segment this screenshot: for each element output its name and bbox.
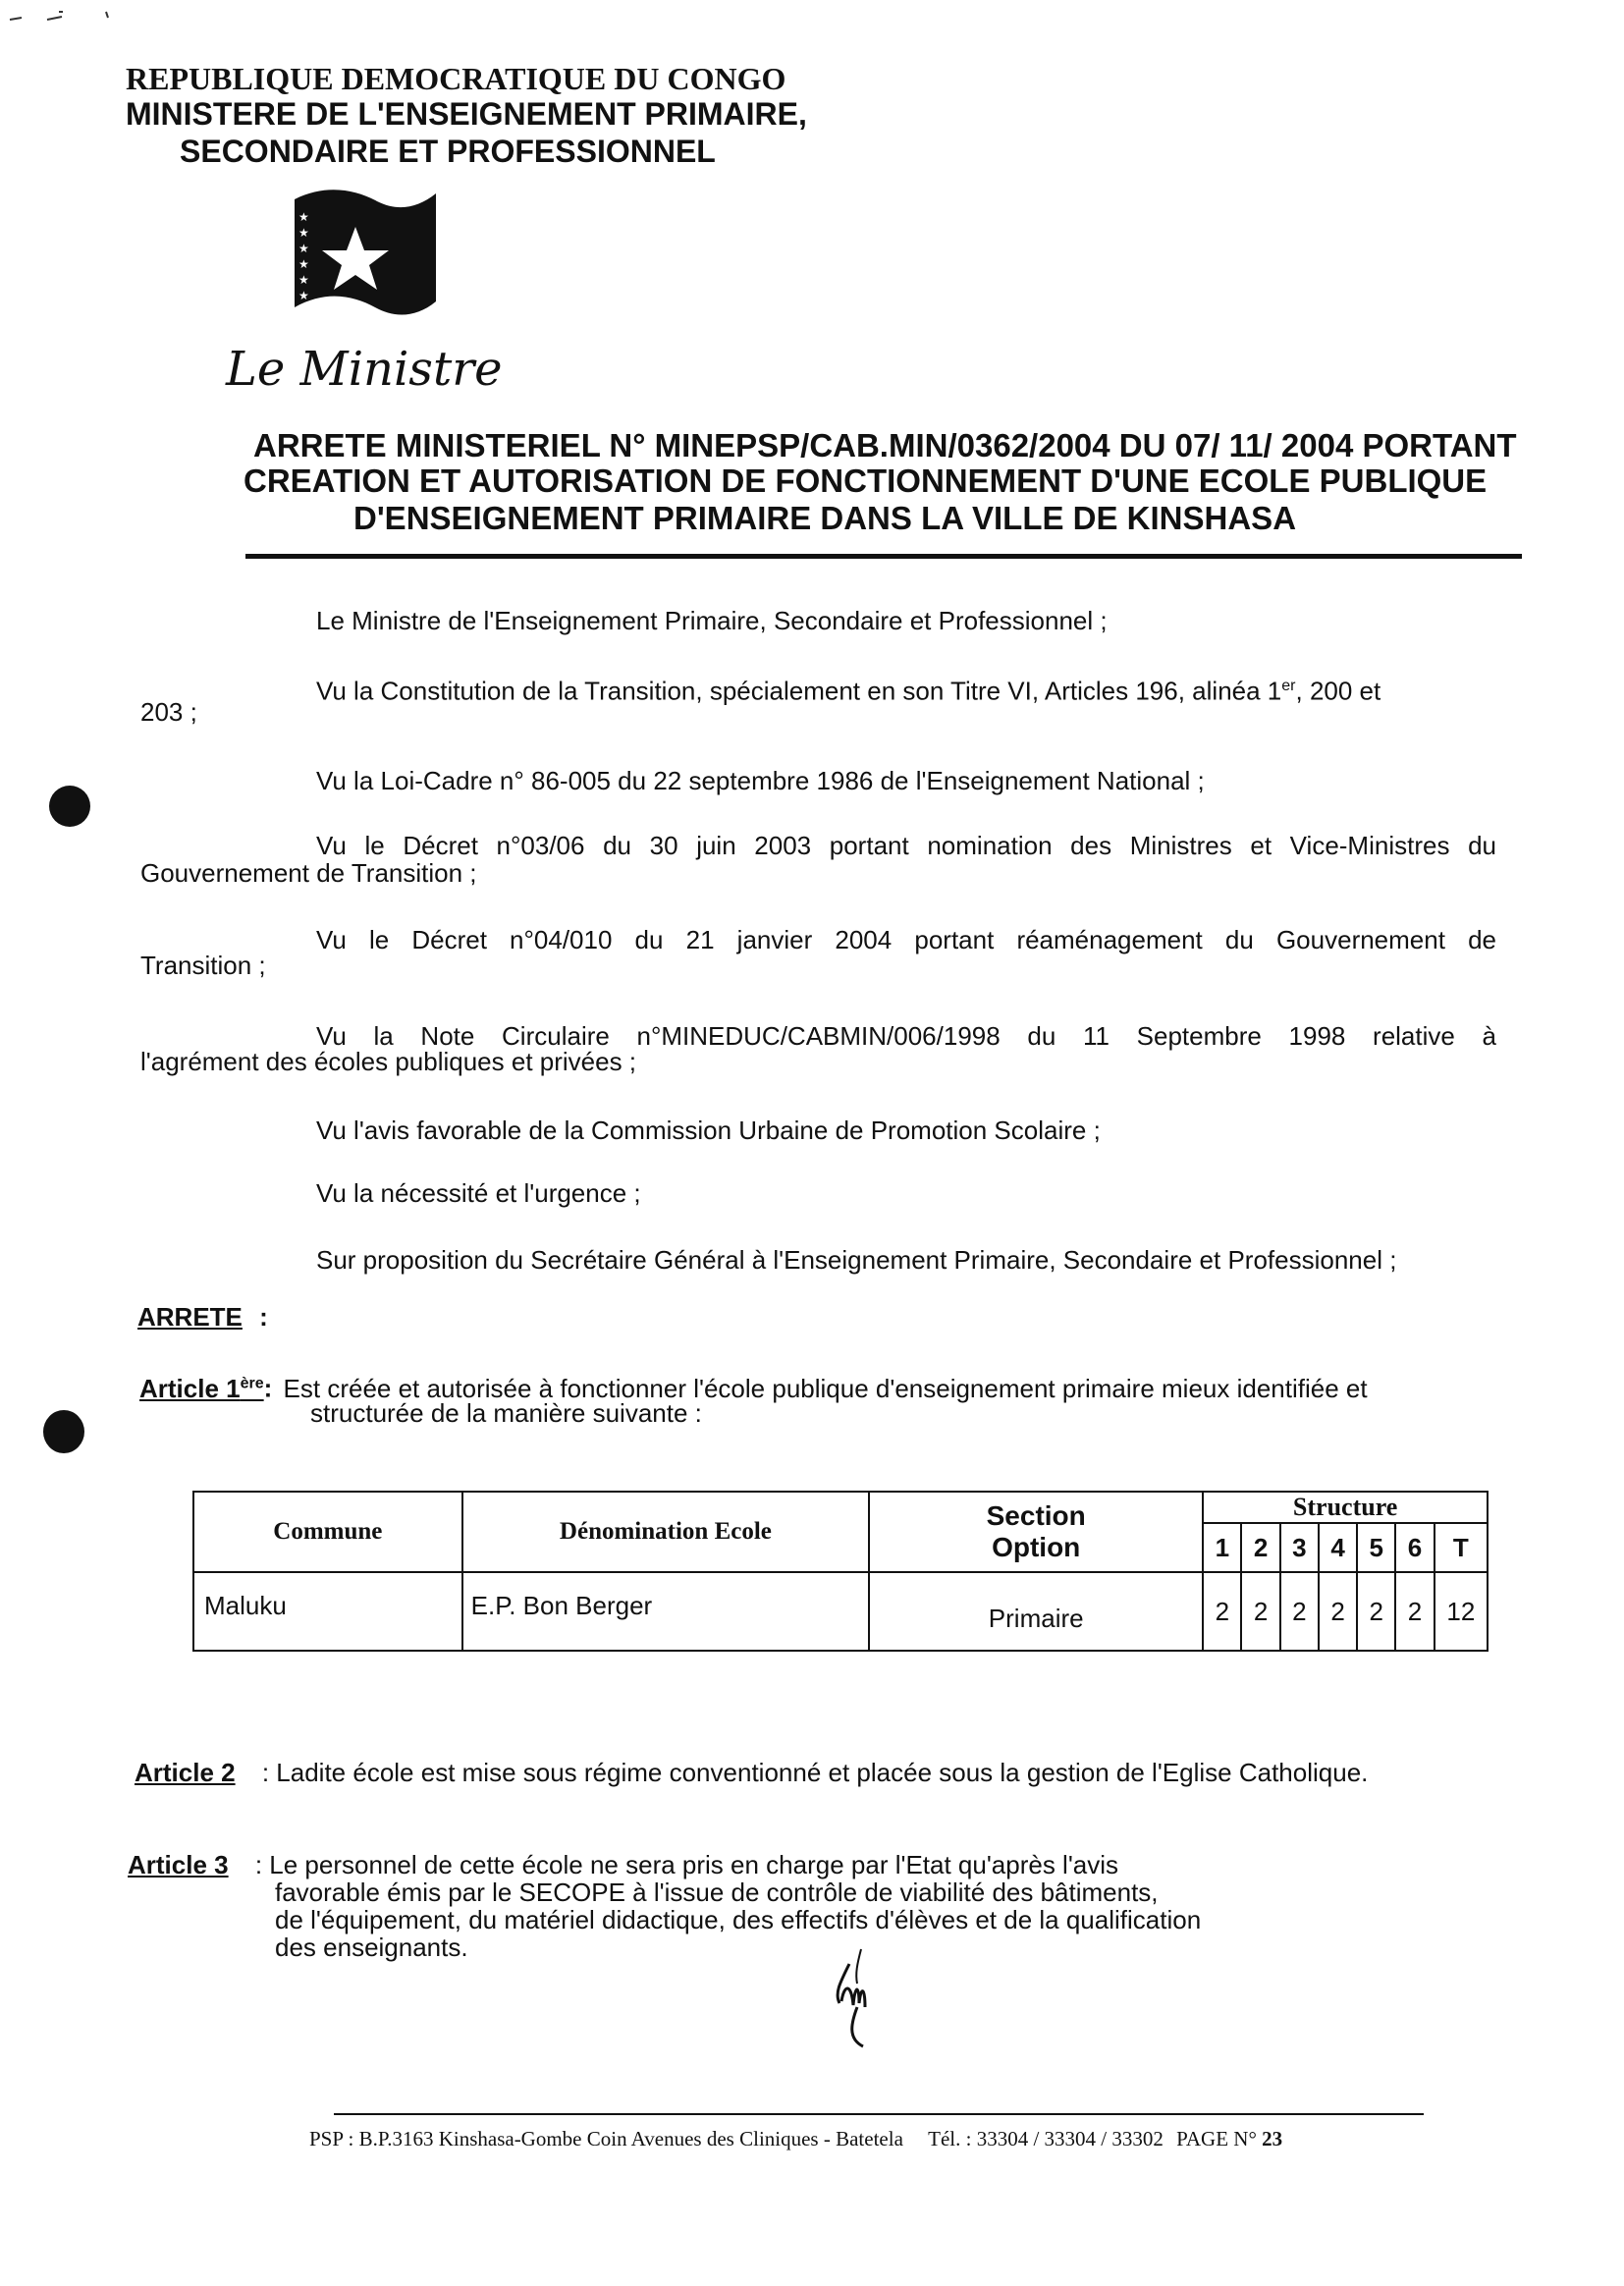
decree-title-line3: D'ENSEIGNEMENT PRIMAIRE DANS LA VILLE DE KINSHASA <box>353 500 1297 536</box>
article-1-text: Est créée et autorisée à fonctionner l'école publique d'enseignement primaire mieux identifiée et <box>283 1373 1368 1403</box>
structure-col-1: 1 <box>1203 1523 1241 1572</box>
article-3-line1: : Le personnel de cette école ne sera pris en charge par l'Etat qu'après l'avis <box>254 1850 1119 1879</box>
article-3 <box>122 1850 1118 1879</box>
cell-structure-6: 2 <box>1395 1572 1434 1651</box>
article-3-line2: favorable émis par le SECOPE à l'issue de contrôle de viabilité des bâtiments, <box>275 1878 1159 1907</box>
superscript: er <box>1281 678 1296 694</box>
decree-title-line1: ARRETE MINISTERIEL N° MINEPSP/CAB.MIN/0362/2004 DU 07/ 11/ 2004 PORTANT <box>253 427 1517 463</box>
svg-text:★: ★ <box>298 226 309 240</box>
preamble-decret-1-line1: Vu le Décret n°03/06 du 30 juin 2003 portant nomination des Ministres et Vice-Ministres du <box>316 831 1496 860</box>
cell-denomination: E.P. Bon Berger <box>462 1572 870 1651</box>
option-label: Option <box>992 1532 1081 1562</box>
arrete-colon: : <box>259 1302 268 1332</box>
header-ministry-line1: MINISTERE DE L'ENSEIGNEMENT PRIMAIRE, <box>126 96 807 132</box>
structure-col-5: 5 <box>1357 1523 1395 1572</box>
decree-title-line2: CREATION ET AUTORISATION DE FONCTIONNEMENT D'UNE ECOLE PUBLIQUE <box>244 463 1488 499</box>
article-2-text: : Ladite école est mise sous régime conventionné et placée sous la gestion de l'Eglise Catholique. <box>261 1758 1369 1787</box>
structure-col-6: 6 <box>1395 1523 1434 1572</box>
preamble-necessite: Vu la nécessité et l'urgence ; <box>316 1178 641 1208</box>
cell-structure-3: 2 <box>1280 1572 1319 1651</box>
punch-hole-icon <box>43 1410 84 1453</box>
preamble-proposition: Sur proposition du Secrétaire Général à l'Enseignement Primaire, Secondaire et Professionnel ; <box>316 1245 1397 1275</box>
cell-section: Primaire <box>869 1572 1203 1651</box>
structure-col-2: 2 <box>1241 1523 1279 1572</box>
preamble-constitution <box>316 672 1496 706</box>
article-1-colon: : <box>263 1373 273 1403</box>
structure-col-3: 3 <box>1280 1523 1319 1572</box>
article-1-label: Article 1ère <box>139 1373 264 1403</box>
footer-phone: Tél. : 33304 / 33304 / 33302 <box>928 2127 1164 2150</box>
preamble-decret-2-line1: Vu le Décret n°04/010 du 21 janvier 2004 portant réaménagement du Gouvernement de <box>316 925 1496 954</box>
column-header-section-option <box>869 1492 1203 1572</box>
handwritten-signature-icon <box>800 1944 918 2052</box>
minister-label: Le Ministre <box>226 342 503 397</box>
preamble-constitution-end: , 200 et <box>1295 676 1381 706</box>
preamble-note-circulaire-line2: l'agrément des écoles publiques et privées ; <box>140 1047 637 1076</box>
svg-text:★: ★ <box>298 242 309 255</box>
article-3-label: Article 3 <box>128 1850 229 1879</box>
footer-page-number: 23 <box>1262 2127 1283 2150</box>
svg-text:★: ★ <box>298 273 309 287</box>
preamble-loi-cadre: Vu la Loi-Cadre n° 86-005 du 22 septembre 1986 de l'Enseignement National ; <box>316 766 1205 795</box>
cell-structure-2: 2 <box>1241 1572 1279 1651</box>
arrete-heading <box>137 1302 268 1332</box>
footer <box>309 2127 1282 2151</box>
preamble-minister: Le Ministre de l'Enseignement Primaire, Secondaire et Professionnel ; <box>316 606 1108 635</box>
svg-text:★: ★ <box>298 257 309 271</box>
scan-mark <box>8 8 27 14</box>
column-header-structure: Structure <box>1203 1492 1488 1523</box>
article-3-line3: de l'équipement, du matériel didactique, des effectifs d'élèves et de la qualification <box>275 1905 1202 1934</box>
preamble-decret-2-line2: Transition ; <box>140 951 266 980</box>
column-header-denomination: Dénomination Ecole <box>462 1492 870 1572</box>
column-header-commune: Commune <box>193 1492 462 1572</box>
structure-col-4: 4 <box>1319 1523 1357 1572</box>
title-divider <box>245 554 1522 559</box>
header-republic: REPUBLIQUE DEMOCRATIQUE DU CONGO <box>126 61 786 96</box>
footer-divider <box>334 2113 1424 2115</box>
school-structure-table <box>192 1491 1489 1652</box>
structure-col-total: T <box>1435 1523 1488 1572</box>
preamble-constitution-text: Vu la Constitution de la Transition, spécialement en son Titre VI, Articles 196, alinéa 1 <box>316 676 1282 706</box>
cell-structure-4: 2 <box>1319 1572 1357 1651</box>
preamble-constitution-line2: 203 ; <box>140 697 197 727</box>
footer-address: PSP : B.P.3163 Kinshasa-Gombe Coin Avenues des Cliniques - Batetela <box>309 2127 903 2150</box>
cell-structure-total: 12 <box>1435 1572 1488 1651</box>
article-2-label: Article 2 <box>135 1758 236 1787</box>
header-ministry-line2: SECONDAIRE ET PROFESSIONNEL <box>180 134 716 169</box>
cell-structure-5: 2 <box>1357 1572 1395 1651</box>
svg-text:★: ★ <box>298 289 309 302</box>
table-row <box>193 1572 1488 1651</box>
article-1-line2: structurée de la manière suivante : <box>310 1398 702 1428</box>
svg-text:★: ★ <box>298 210 309 224</box>
arrete-label: ARRETE <box>137 1302 243 1332</box>
preamble-note-circulaire-line1: Vu la Note Circulaire n°MINEDUC/CABMIN/006/1998 du 11 Septembre 1998 relative à <box>316 1021 1496 1051</box>
section-label: Section <box>986 1500 1086 1531</box>
article-2 <box>135 1758 1368 1787</box>
cell-commune: Maluku <box>193 1572 462 1651</box>
preamble-decret-1-line2: Gouvernement de Transition ; <box>140 858 477 888</box>
punch-hole-icon <box>49 786 90 827</box>
article-3-line4: des enseignants. <box>275 1932 468 1962</box>
congo-flag-emblem-icon <box>287 182 444 329</box>
preamble-avis: Vu l'avis favorable de la Commission Urbaine de Promotion Scolaire ; <box>316 1116 1101 1145</box>
cell-structure-1: 2 <box>1203 1572 1241 1651</box>
footer-page-label: PAGE N° <box>1176 2127 1257 2150</box>
